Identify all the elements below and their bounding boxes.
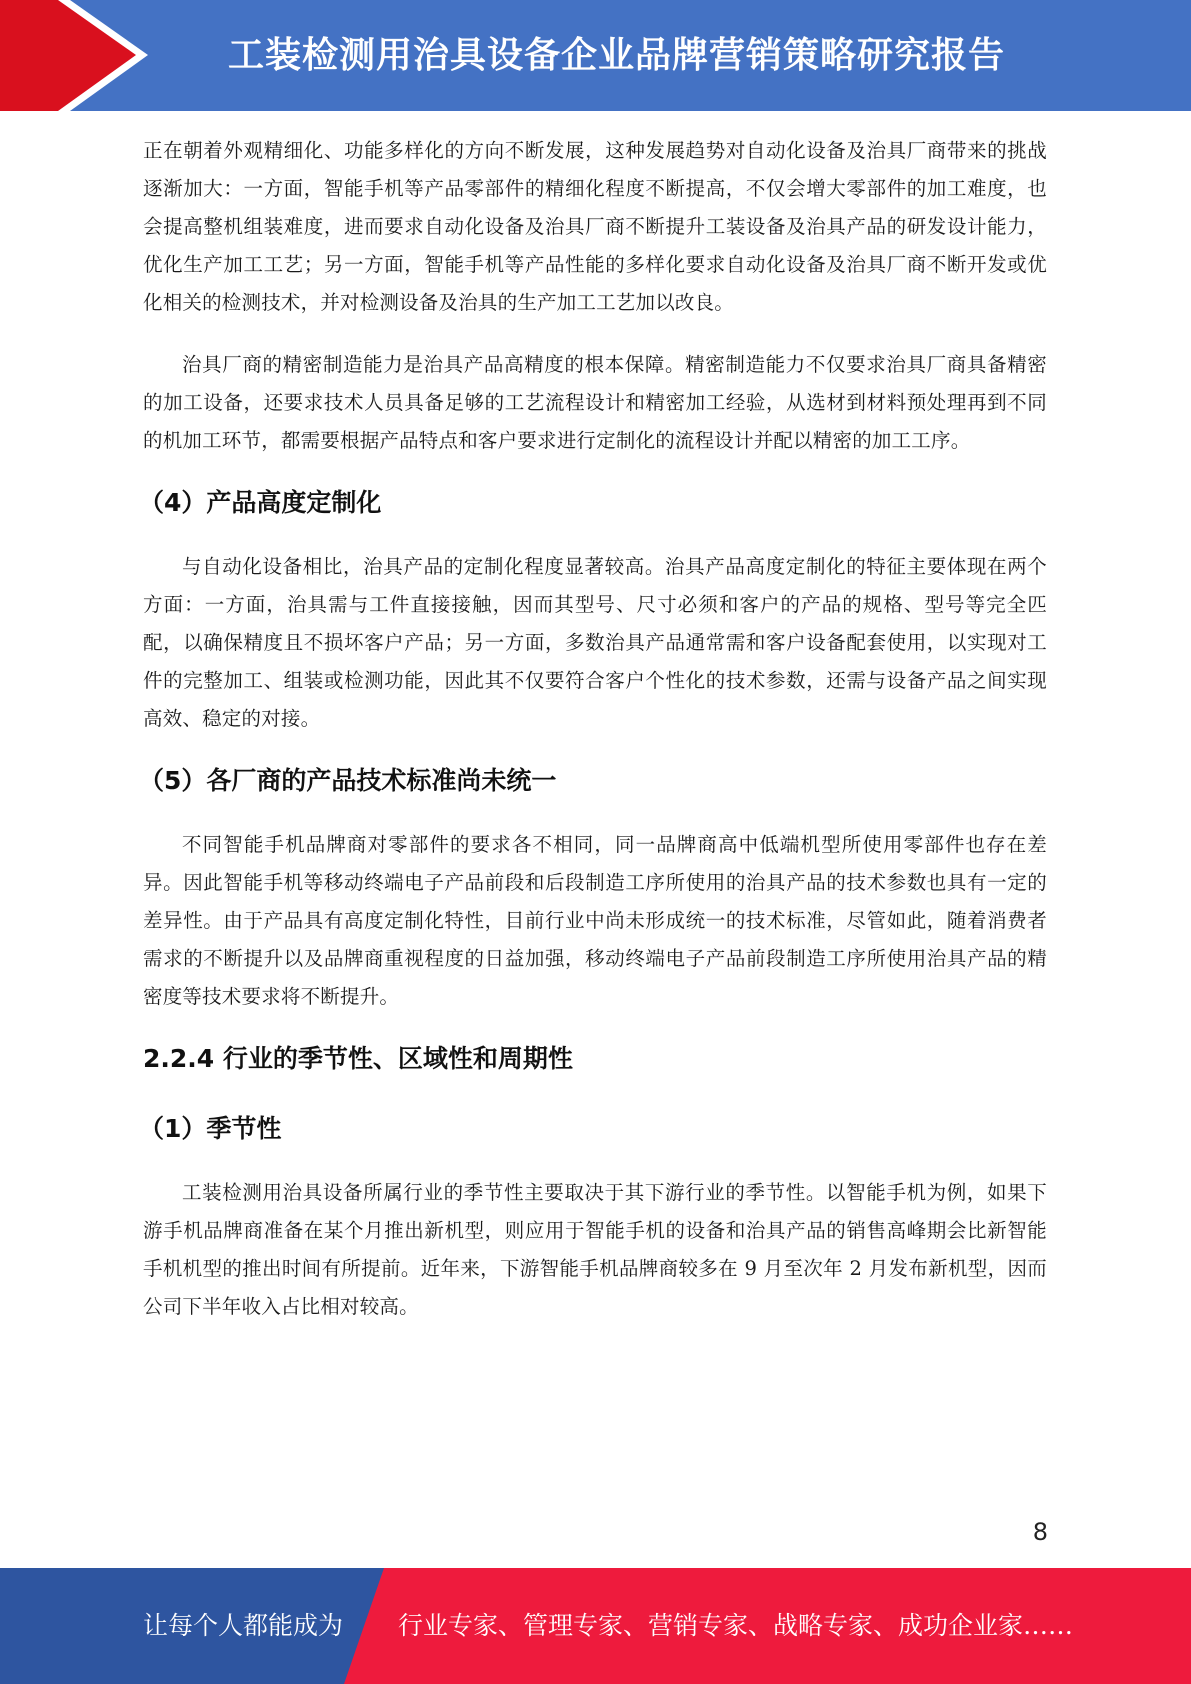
footer-slogan-right: 行业专家、管理专家、营销专家、战略专家、成功企业家…… xyxy=(398,1611,1074,1640)
document-body xyxy=(139,132,1047,1326)
section-heading: （4）产品高度定制化 xyxy=(139,488,382,517)
section-heading: （1）季节性 xyxy=(139,1114,282,1143)
paragraph: 正在朝着外观精细化、功能多样化的方向不断发展，这种发展趋势对自动化设备及治具厂商带来的挑战逐渐加大：一方面，智能手机等产品零部件的精细化程度不断提高，不仅会增大零部件的加工难度，也会提高整机组装难度，进而要求自动化设备及治具厂商不断提升工装设备及治具产品的研发设计能力，优化生产加工工艺；另一方面，智能手机等产品性能的多样化要求自动化设备及治具厂商不断开发或优化相关的检测技术，并对检测设备及治具的生产加工工艺加以改良。 xyxy=(143,139,1047,314)
subsection-heading: 2.2.4 行业的季节性、区域性和周期性 xyxy=(143,1044,573,1073)
footer-slogan-left: 让每个人都能成为 xyxy=(143,1611,344,1640)
page-header xyxy=(0,0,1191,111)
paragraph: 与自动化设备相比，治具产品的定制化程度显著较高。治具产品高度定制化的特征主要体现在两个方面：一方面，治具需与工件直接接触，因而其型号、尺寸必须和客户的产品的规格、型号等完全匹配，以确保精度且不损坏客户产品；另一方面，多数治具产品通常需和客户设备配套使用，以实现对工件的完整加工、组装或检测功能，因此其不仅要符合客户个性化的技术参数，还需与设备产品之间实现高效、稳定的对接。 xyxy=(143,555,1047,730)
paragraph: 治具厂商的精密制造能力是治具产品高精度的根本保障。精密制造能力不仅要求治具厂商具备精密的加工设备，还要求技术人员具备足够的工艺流程设计和精密加工经验，从选材到材料预处理再到不同的机加工环节，都需要根据产品特点和客户要求进行定制化的流程设计并配以精密的加工工序。 xyxy=(143,353,1047,452)
section-heading: （5）各厂商的产品技术标准尚未统一 xyxy=(139,766,557,795)
document-title: 工装检测用治具设备企业品牌营销策略研究报告 xyxy=(228,35,1006,76)
header-arrow-icon xyxy=(0,0,160,111)
page-number: 8 xyxy=(1032,1518,1048,1546)
paragraph: 不同智能手机品牌商对零部件的要求各不相同，同一品牌商高中低端机型所使用零部件也存在差异。因此智能手机等移动终端电子产品前段和后段制造工序所使用的治具产品的技术参数也具有一定的差异性。由于产品具有高度定制化特性，目前行业中尚未形成统一的技术标准，尽管如此，随着消费者需求的不断提升以及品牌商重视程度的日益加强，移动终端电子产品前段制造工序所使用治具产品的精密度等技术要求将不断提升。 xyxy=(143,833,1047,1008)
page-footer xyxy=(0,1568,1191,1684)
paragraph: 工装检测用治具设备所属行业的季节性主要取决于其下游行业的季节性。以智能手机为例，如果下游手机品牌商准备在某个月推出新机型，则应用于智能手机的设备和治具产品的销售高峰期会比新智能手机机型的推出时间有所提前。近年来，下游智能手机品牌商较多在 9 月至次年 2 月发布新机型，因而公司下半年收入占比相对较高。 xyxy=(143,1181,1047,1318)
